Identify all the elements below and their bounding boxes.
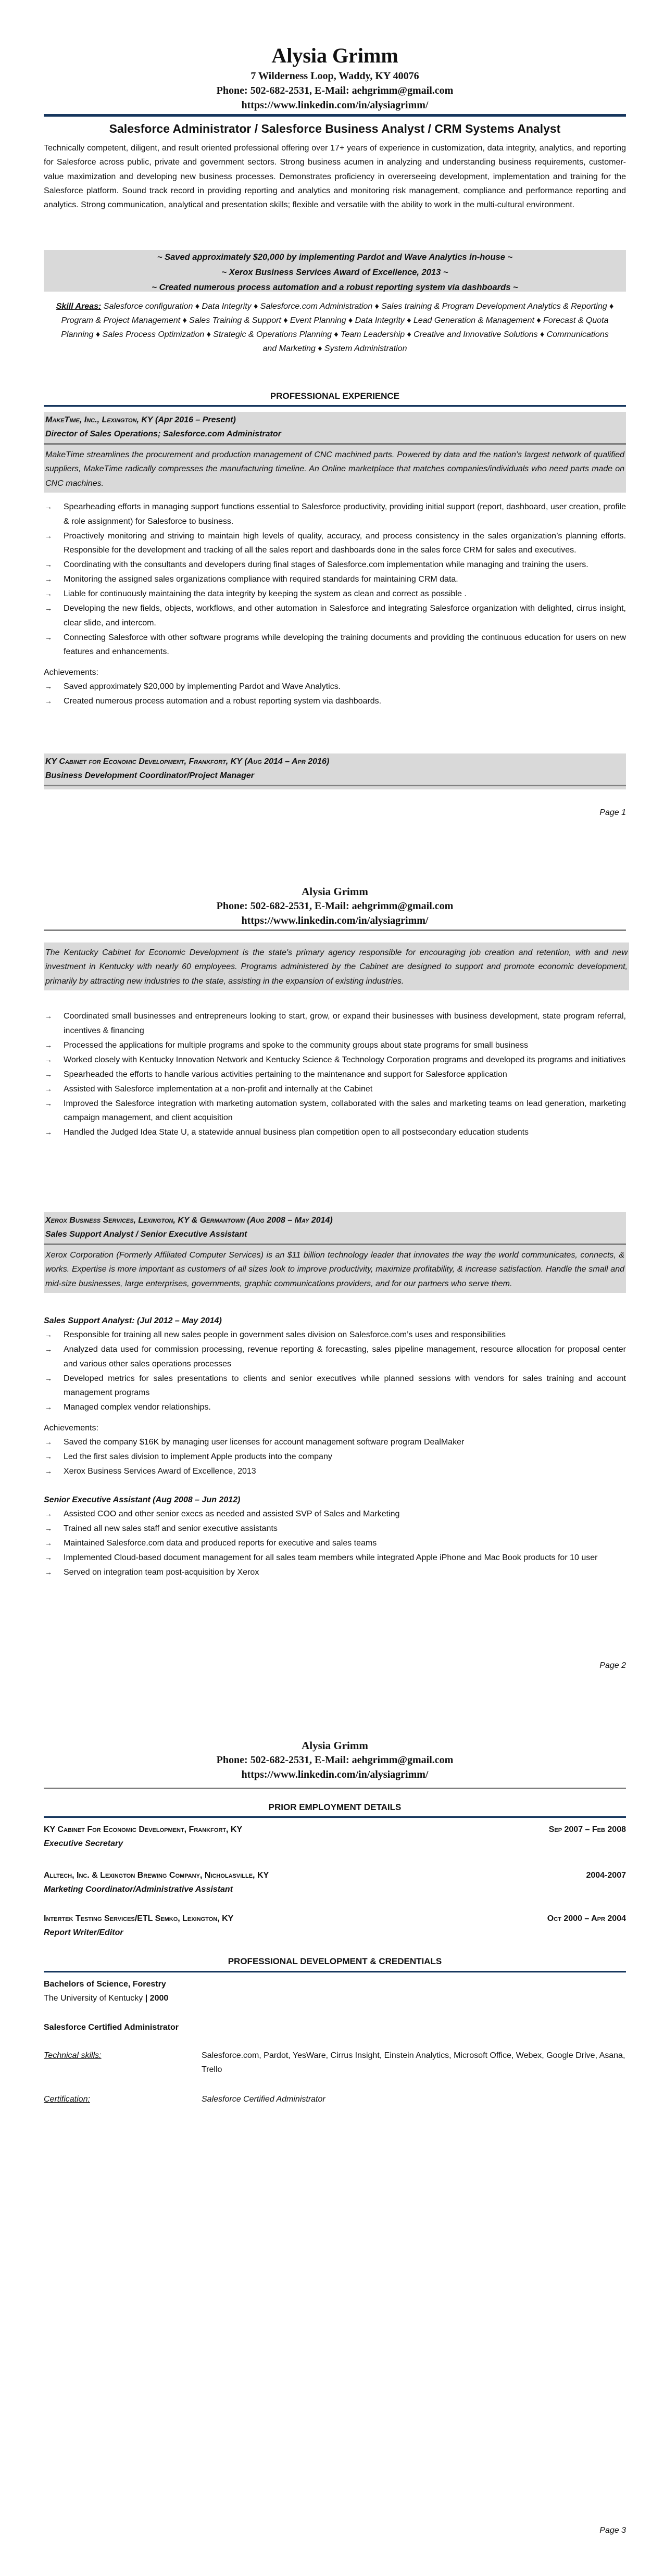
- job-maketime: [44, 412, 626, 493]
- job-title: Marketing Coordinator/Administrative Assistant: [44, 1885, 233, 1894]
- header-rule: [44, 114, 626, 117]
- company-name: Xerox Business Services, Lexington, KY & Germantown: [45, 1216, 245, 1225]
- job-dates: Sep 2007 – Feb 2008: [548, 1825, 626, 1834]
- arrow-icon: →: [45, 1040, 52, 1049]
- page-number: Page 3: [599, 2526, 626, 2535]
- achievements-label: Achievements:: [44, 1423, 98, 1432]
- grad-year: 2000: [149, 1994, 169, 2003]
- company-description: Xerox Corporation (Formerly Affiliated Computer Services) is an $11 billion technology leader that innovates the way the world communicates, connects, & works. Expertise is more important as customers of all sizes look to improve productivity, maximize profitability, & increase satisfaction. Handle the small and mid-size businesses, large enterprises, governments, graphic communications providers, and for our partners who serve them.: [45, 1251, 624, 1288]
- prior-employment-1: [44, 1823, 626, 1851]
- technical-skills-row: [44, 2049, 626, 2077]
- highlight-item: ~ Xerox Business Services Award of Excellence, 2013 ~: [221, 268, 448, 277]
- list-item: → Worked closely with Kentucky Innovation Network and Kentucky Science & Technology Corporation programs and developed its programs and initiatives: [44, 1053, 626, 1067]
- list-item: → Monitoring the assigned sales organizations compliance with required standards for maintaining CRM data.: [44, 572, 626, 587]
- job-dates: 2004-2007: [586, 1871, 626, 1880]
- section-rule: [44, 1816, 626, 1818]
- list-item: → Coordinated small businesses and entrepreneurs looking to start, grow, or expand their businesses with business development, state program referral, incentives & financing: [44, 1009, 626, 1038]
- job-xerox: [44, 1212, 626, 1293]
- highlight-item: ~ Saved approximately $20,000 by implementing Pardot and Wave Analytics in-house ~: [157, 253, 513, 262]
- job-dates: (Aug 2008 – May 2014): [247, 1216, 333, 1225]
- section-heading-development: PROFESSIONAL DEVELOPMENT & CREDENTIALS: [228, 1956, 442, 1966]
- candidate-name: Alysia Grimm: [302, 1739, 368, 1752]
- job-title: Executive Secretary: [44, 1839, 123, 1848]
- job-title: Business Development Coordinator/Project Manager: [45, 771, 254, 780]
- company-description: The Kentucky Cabinet for Economic Development is the state's primary agency responsible for encouraging job creation and retention, with and new investment in Kentucky with nearly 60 employees. Programs administered by the Cabinet are designed to support and promote economic development, primarily by attracting new industries to the state, assisting in the expansion of existing industries.: [44, 943, 629, 990]
- list-item: → Improved the Salesforce integration with marketing automation system, collaborated with the sales and marketing teams on lead generation, marketing campaign management, and client acquisition: [44, 1097, 626, 1125]
- list-item: → Trained all new sales staff and senior executive assistants: [44, 1522, 626, 1536]
- candidate-name: Alysia Grimm: [271, 44, 398, 67]
- arrow-icon: →: [45, 1374, 52, 1383]
- company-name: KY Cabinet For Economic Development, Frankfort, KY: [44, 1825, 243, 1834]
- contact-line: Phone: 502-682-2531, E-Mail: aehgrimm@gmail.com: [216, 900, 454, 912]
- page-1: [0, 0, 664, 864]
- headline: Salesforce Administrator / Salesforce Business Analyst / CRM Systems Analyst: [109, 122, 561, 135]
- skill-areas-label: Skill Areas:: [56, 302, 102, 311]
- highlight-item: ~ Created numerous process automation and a robust reporting system via dashboards ~: [152, 283, 518, 292]
- running-header: [44, 884, 626, 928]
- linkedin-url[interactable]: https://www.linkedin.com/in/alysiagrimm/: [241, 1769, 429, 1780]
- list-item: → Liable for continuously maintaining the data integrity by keeping the system as clean and correct as possible .: [44, 587, 626, 601]
- linkedin-url[interactable]: https://www.linkedin.com/in/alysiagrimm/: [241, 99, 429, 111]
- list-item: → Analyzed data used for commission processing, revenue reporting & forecasting, sales pipeline management, resource allocation for proposal center and various other sales operations processes: [44, 1342, 626, 1371]
- header-rule: [44, 929, 626, 931]
- arrow-icon: →: [45, 696, 52, 705]
- job-header: [44, 412, 626, 443]
- arrow-icon: →: [45, 589, 52, 598]
- arrow-icon: →: [45, 1099, 52, 1108]
- school-line: [44, 1991, 626, 2005]
- company-name: Intertek Testing Services/ETL Semko, Lexington, KY: [44, 1914, 234, 1923]
- arrow-icon: →: [45, 1538, 52, 1547]
- arrow-icon: →: [45, 682, 52, 690]
- arrow-icon: →: [45, 1452, 52, 1461]
- technical-skills-value: Salesforce.com, Pardot, YesWare, Cirrus Insight, Einstein Analytics, Microsoft Office, Webex, Google Drive, Asana, Trello: [202, 2051, 625, 2074]
- job-header: [44, 753, 626, 785]
- list-item: → Maintained Salesforce.com data and produced reports for executive and sales teams: [44, 1536, 626, 1551]
- summary: Technically competent, diligent, and result oriented professional offering over 17+ years of experience in customization, data integrity, analytics, and reporting for Salesforce across public, private and government sectors. Strong business acumen in analyzing and understanding business requirements, customer-value maximization and developing new business processes. Demonstrates proficiency in overerseeing development, implementation and training for the Salesforce platform. Sound track record in providing reporting and analytics and monitoring risk management, compliance and performance reporting and analytics. Strong communication, analytical and presentation skills; flexible and versatile with the ability to work in the multi-cultural environment.: [44, 144, 626, 210]
- kycabinet-bullets: [44, 1009, 626, 1140]
- header-rule: [44, 1788, 626, 1789]
- job-kycabinet-header: [44, 753, 626, 789]
- list-item: → Saved approximately $20,000 by implementing Pardot and Wave Analytics.: [44, 680, 626, 694]
- section-heading-prior: PRIOR EMPLOYMENT DETAILS: [268, 1802, 402, 1812]
- degree: Bachelors of Science, Forestry: [44, 1980, 166, 1989]
- arrow-icon: →: [45, 1567, 52, 1576]
- page-number: Page 1: [599, 808, 626, 817]
- arrow-icon: →: [45, 1466, 52, 1475]
- arrow-icon: →: [45, 1128, 52, 1136]
- contact-line: Phone: 502-682-2531, E-Mail: aehgrimm@gmail.com: [216, 85, 454, 96]
- list-item: → Proactively monitoring and striving to maintain high levels of quality, accuracy, and process consistency in the sales organization’s planning efforts. Responsible for the development and tracking of all the sales report and dashboards done in the sales force CRM for sales and executives.: [44, 529, 626, 558]
- list-item: → Implemented Cloud-based document management for all sales team members while integrated Apple iPhone and Mac Book products for 10 user: [44, 1551, 626, 1565]
- certified-heading: Salesforce Certified Administrator: [44, 2023, 179, 2032]
- arrow-icon: →: [45, 604, 52, 612]
- certification-label: Certification:: [44, 2095, 90, 2104]
- education: [44, 1977, 626, 2005]
- list-item: → Led the first sales division to implement Apple products into the company: [44, 1450, 626, 1464]
- technical-skills-label: Technical skills:: [44, 2051, 102, 2060]
- arrow-icon: →: [45, 1509, 52, 1518]
- xerox-roles: [44, 1314, 626, 1580]
- resume-header: [44, 43, 626, 112]
- job-title: Director of Sales Operations; Salesforce.com Administrator: [45, 430, 281, 438]
- page-number: Page 2: [599, 1661, 626, 1670]
- linkedin-url[interactable]: https://www.linkedin.com/in/alysiagrimm/: [241, 915, 429, 926]
- section-rule: [44, 1971, 626, 1972]
- list-item: → Saved the company $16K by managing user licenses for account management software program DealMaker: [44, 1435, 626, 1450]
- list-item: → Created numerous process automation and a robust reporting system via dashboards.: [44, 694, 626, 709]
- list-item: → Managed complex vendor relationships.: [44, 1400, 626, 1415]
- list-item: → Handled the Judged Idea State U, a statewide annual business plan competition open to all postsecondary education students: [44, 1125, 626, 1140]
- list-item: → Spearheaded the efforts to handle various activities pertaining to the maintenance and support for Salesforce application: [44, 1067, 626, 1082]
- role-heading: Senior Executive Assistant (Aug 2008 – Jun 2012): [44, 1495, 241, 1504]
- section-rule: [44, 405, 626, 407]
- company-name: Alltech, Inc. & Lexington Brewing Company, Nicholasville, KY: [44, 1871, 269, 1880]
- certification-row: [44, 2092, 626, 2106]
- prior-employment-2: [44, 1868, 626, 1896]
- highlights-box: [44, 250, 626, 292]
- arrow-icon: →: [45, 502, 52, 511]
- list-item: → Spearheading efforts in managing support functions essential to Salesforce productivity, providing initial support (report, dashboard, user creation, profile & role assignment) for Salesforce to business.: [44, 500, 626, 529]
- candidate-name: Alysia Grimm: [302, 885, 368, 898]
- company-description: MakeTime streamlines the procurement and production management of CNC machined parts. Powered by data and the nation’s largest network of qualified suppliers, MakeTime radically compresses the manufacturing timeline. An Online marketplace that matches companies/individuals who need parts made on CNC machines.: [45, 450, 624, 488]
- job-dates: (Aug 2014 – Apr 2016): [244, 757, 330, 766]
- arrow-icon: →: [45, 560, 52, 569]
- running-header: [44, 1738, 626, 1782]
- arrow-icon: →: [45, 1345, 52, 1353]
- arrow-icon: →: [45, 1553, 52, 1562]
- list-item: → Developing the new fields, objects, workflows, and other automation in Salesforce and integrating Salesforce organization with delighted, cirrus insight, clear slide, and intercom.: [44, 601, 626, 630]
- list-item: → Xerox Business Services Award of Excellence, 2013: [44, 1464, 626, 1479]
- address: 7 Wilderness Loop, Waddy, KY 40076: [250, 70, 419, 82]
- prior-employment-3: [44, 1912, 626, 1940]
- arrow-icon: →: [45, 1070, 52, 1078]
- list-item: → Developed metrics for sales presentations to clients and senior executives while planned sessions with vendors for sales training and account management programs: [44, 1372, 626, 1400]
- role-heading: Sales Support Analyst: (Jul 2012 – May 2014): [44, 1316, 222, 1325]
- list-item: → Connecting Salesforce with other software programs while developing the training documents and providing the continuous education for users on new features and enhancements.: [44, 631, 626, 659]
- job-title: Sales Support Analyst / Senior Executive Assistant: [45, 1230, 247, 1239]
- arrow-icon: →: [45, 1524, 52, 1532]
- school: The University of Kentucky: [44, 1994, 143, 2003]
- maketime-bullets: [44, 500, 626, 709]
- job-header: [44, 1212, 626, 1243]
- certification-value: Salesforce Certified Administrator: [202, 2095, 325, 2104]
- list-item: → Assisted with Salesforce implementation at a non-profit and internally at the Cabinet: [44, 1082, 626, 1097]
- job-dates: Oct 2000 – Apr 2004: [547, 1914, 626, 1923]
- arrow-icon: →: [45, 1330, 52, 1339]
- company-name: KY Cabinet for Economic Development, Frankfort, KY: [45, 757, 242, 766]
- skill-areas: [44, 299, 626, 356]
- arrow-icon: →: [45, 1012, 52, 1020]
- job-dates: (Apr 2016 – Present): [155, 416, 236, 424]
- list-item: → Served on integration team post-acquisition by Xerox: [44, 1565, 626, 1580]
- arrow-icon: →: [45, 1403, 52, 1411]
- arrow-icon: →: [45, 1084, 52, 1093]
- arrow-icon: →: [45, 575, 52, 583]
- skill-areas-list: Salesforce configuration ♦ Data Integrity ♦ Salesforce.com Administration ♦ Sales training & Program Development Analytics & Reporting ♦ Program & Project Management ♦ Sales Training & Support ♦ Event Planning ♦ Data Integrity ♦ Lead Generation & Management ♦ Forecast & Quota Planning ♦ Sales Process Optimization ♦ Strategic & Operations Planning ♦ Team Leadership ♦ Creative and Innovative Solutions ♦ Communications and Marketing ♦ System Administration: [61, 302, 614, 353]
- arrow-icon: →: [45, 1055, 52, 1064]
- list-item: → Assisted COO and other senior execs as needed and assisted SVP of Sales and Marketing: [44, 1507, 626, 1522]
- section-heading-experience: PROFESSIONAL EXPERIENCE: [270, 391, 400, 401]
- arrow-icon: →: [45, 1437, 52, 1446]
- company-name: MakeTime, Inc., Lexington, KY: [45, 416, 153, 424]
- arrow-icon: →: [45, 531, 52, 540]
- achievements-label: Achievements:: [44, 668, 98, 677]
- arrow-icon: →: [45, 633, 52, 642]
- separator: |: [143, 1994, 150, 2003]
- list-item: → Coordinating with the consultants and developers during final stages of Salesforce.com implementation while managing and training the users.: [44, 558, 626, 572]
- job-title: Report Writer/Editor: [44, 1928, 123, 1937]
- contact-line: Phone: 502-682-2531, E-Mail: aehgrimm@gmail.com: [216, 1754, 454, 1766]
- list-item: → Processed the applications for multiple programs and spoke to the community groups about state programs for small business: [44, 1038, 626, 1053]
- list-item: → Responsible for training all new sales people in government sales division on Salesforce.com’s uses and responsibilities: [44, 1328, 626, 1342]
